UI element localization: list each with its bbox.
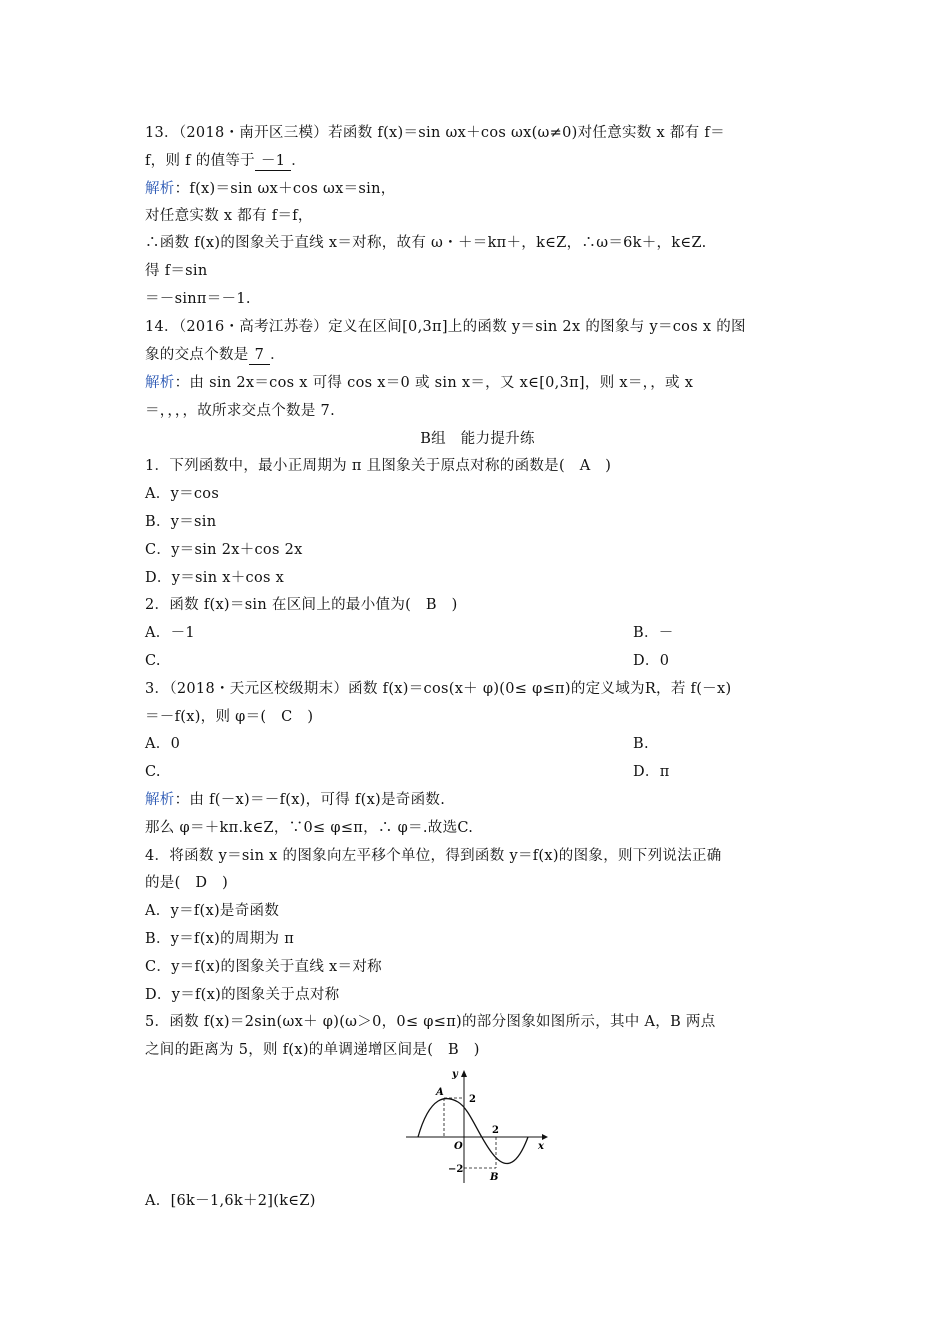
q13-solution-line5: ＝－sinπ＝－1.	[145, 291, 251, 307]
q2-options-row1	[145, 624, 810, 642]
q1-option-a: A．y＝cos	[145, 486, 220, 502]
q3-option-b: B.	[633, 736, 649, 752]
q14-solution-line1: 解析：由 sin 2x＝cos x 可得 cos x＝0 或 sin x＝，又 x∈[0,3π]，则 x＝，，或 x	[145, 375, 694, 391]
q3-stem-line2: ＝－f(x)，则 φ＝( C )	[145, 709, 314, 725]
q13-answer: －1	[255, 152, 291, 171]
tick-label-y-2: 2	[469, 1094, 476, 1105]
section-title: B组 能力提升练	[420, 431, 535, 447]
label-a: A	[436, 1087, 444, 1098]
q13-solution-line3: ∴函数 f(x)的图象关于直线 x＝对称，故有 ω・＋＝kπ＋，k∈Z，∴ω＝6k＋，k∈Z.	[145, 235, 707, 251]
q5-stem-line1: 5．函数 f(x)＝2sin(ωx＋ φ)(ω＞0，0≤ φ≤π)的部分图象如图所示，其中 A，B 两点	[145, 1014, 716, 1030]
tick-label-y-neg2: −2	[448, 1164, 464, 1175]
q13-solution-line4: 得 f＝sin	[145, 263, 208, 279]
q2-stem: 2．函数 f(x)＝sin 在区间上的最小值为( B )	[145, 597, 458, 613]
q14-stem-line1: 14．（2016・高考江苏卷）定义在区间[0,3π]上的函数 y＝sin 2x 的图象与 y＝cos x 的图	[145, 319, 746, 335]
q1-option-b: B．y＝sin	[145, 514, 217, 530]
q13-stem-line1: 13．（2018・南开区三模）若函数 f(x)＝sin ωx＋cos ωx(ω≠0)对任意实数 x 都有 f＝	[145, 125, 725, 141]
q4-stem-line2: 的是( D )	[145, 875, 229, 891]
x-axis-arrow	[542, 1134, 548, 1140]
q4-stem-line1: 4．将函数 y＝sin x 的图象向左平移个单位，得到函数 y＝f(x)的图象，则下列说法正确	[145, 848, 722, 864]
q4-option-d: D．y＝f(x)的图象关于点对称	[145, 987, 340, 1003]
q2-option-c: C.	[145, 653, 161, 669]
q3-option-d: D．π	[633, 764, 670, 780]
q3-option-c: C.	[145, 764, 161, 780]
q3-options-row1	[145, 735, 810, 753]
q14-answer: 7	[249, 346, 271, 365]
q13-solution-line2: 对任意实数 x 都有 f＝f，	[145, 208, 313, 224]
q1-option-d: D．y＝sin x＋cos x	[145, 570, 285, 586]
q3-solution-line1: 解析：由 f(－x)＝－f(x)，可得 f(x)是奇函数.	[145, 792, 446, 808]
q13-stem-line2: f，则 f 的值等于 －1 ．	[145, 153, 307, 169]
q3-option-a: A．0	[145, 736, 181, 752]
solution-label: 解析	[145, 375, 175, 391]
q2-option-a: A．－1	[145, 625, 195, 641]
q14-solution-line2: ＝，，，，故所求交点个数是 7.	[145, 403, 335, 419]
q2-option-b: B．－	[633, 625, 674, 641]
q1-option-c: C．y＝sin 2x＋cos 2x	[145, 542, 303, 558]
q5-option-a: A．[6k－1,6k＋2](k∈Z)	[145, 1193, 316, 1209]
solution-label: 解析	[145, 181, 175, 197]
q4-option-a: A．y＝f(x)是奇函数	[145, 903, 280, 919]
q13-solution-line1: 解析：f(x)＝sin ωx＋cos ωx＝sin，	[145, 181, 396, 197]
q4-option-c: C．y＝f(x)的图象关于直线 x＝对称	[145, 959, 382, 975]
sine-curve	[418, 1099, 528, 1164]
solution-label: 解析	[145, 792, 175, 808]
q3-solution-line2: 那么 φ＝＋kπ.k∈Z，∵0≤ φ≤π，∴ φ＝.故选C.	[145, 820, 474, 836]
q4-option-b: B．y＝f(x)的周期为 π	[145, 931, 295, 947]
q2-option-d: D．0	[633, 653, 670, 669]
q1-stem: 1．下列函数中，最小正周期为 π 且图象关于原点对称的函数是( A )	[145, 458, 612, 474]
label-origin: O	[454, 1141, 463, 1152]
label-b: B	[490, 1172, 499, 1183]
sine-graph-figure	[400, 1065, 550, 1185]
label-y: y	[452, 1069, 458, 1080]
tick-label-x-2: 2	[492, 1125, 499, 1136]
q3-stem-line1: 3．（2018・天元区校级期末）函数 f(x)＝cos(x＋ φ)(0≤ φ≤π)的定义域为R，若 f(－x)	[145, 681, 732, 697]
q5-stem-line2: 之间的距离为 5，则 f(x)的单调递增区间是( B )	[145, 1042, 480, 1058]
y-axis-arrow	[461, 1070, 467, 1077]
q2-options-row2	[145, 652, 810, 670]
q3-options-row2	[145, 763, 810, 781]
q14-stem-line2: 象的交点个数是 7 ．	[145, 347, 285, 363]
label-x: x	[538, 1141, 544, 1152]
